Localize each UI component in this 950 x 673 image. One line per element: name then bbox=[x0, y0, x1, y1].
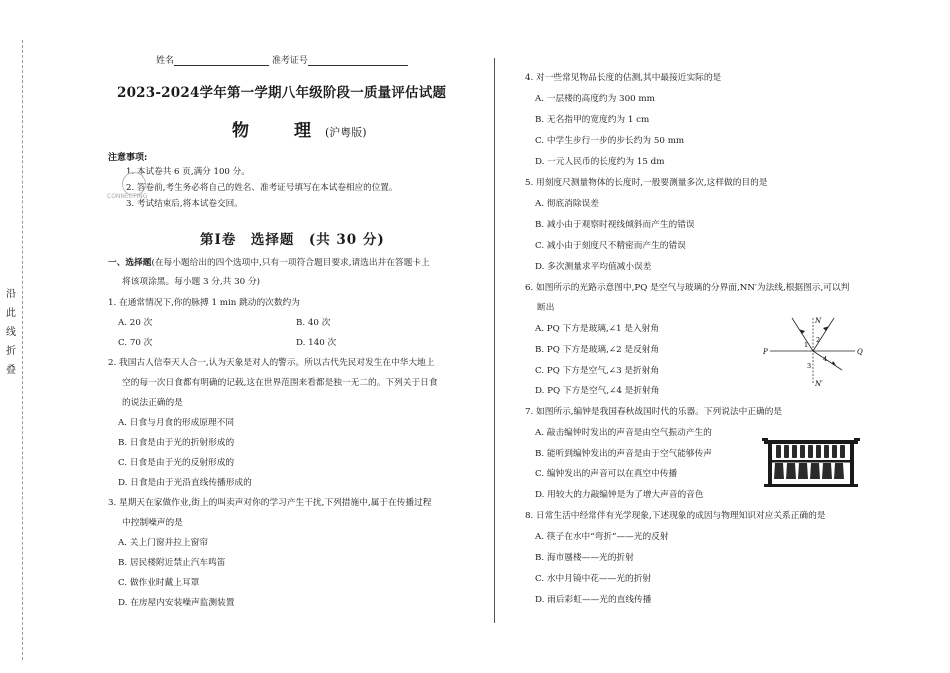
label-p: P bbox=[763, 348, 768, 356]
question-4-stem: 4. 对一些常见物品长度的估测,其中最接近实际的是 bbox=[525, 73, 722, 83]
q5-option-a[interactable]: A. 彻底消除误差 bbox=[535, 199, 599, 209]
q6-option-c[interactable]: C. PQ 下方是空气,∠3 是折射角 bbox=[535, 366, 660, 376]
q1-option-a[interactable]: A. 20 次 bbox=[118, 318, 153, 328]
q5-option-b[interactable]: B. 减小由于观察时视线倾斜而产生的错误 bbox=[535, 220, 695, 230]
q4-option-c[interactable]: C. 中学生步行一步的步长约为 50 mm bbox=[535, 136, 685, 146]
fold-instruction: 沿 此 线 折 叠 bbox=[6, 289, 16, 376]
q4-option-d[interactable]: D. 一元人民币的长度约为 15 dm bbox=[535, 157, 665, 167]
q7-option-a[interactable]: A. 敲击编钟时发出的声音是由空气振动产生的 bbox=[535, 428, 712, 438]
q8-option-b[interactable]: B. 海市蜃楼——光的折射 bbox=[535, 553, 634, 563]
exam-title: 2023-2024学年第一学期八年级阶段一质量评估试题 bbox=[117, 85, 447, 101]
name-field: 姓名 准考证号 bbox=[156, 53, 408, 66]
q3-option-d[interactable]: D. 在房屋内安装噪声监测装置 bbox=[118, 598, 235, 608]
label-n-prime: N′ bbox=[815, 380, 823, 388]
q2-option-b[interactable]: B. 日食是由于光的折射形成的 bbox=[118, 438, 235, 448]
question-7-stem: 7. 如图所示,编钟是我国春秋战国时代的乐器。下列说法中正确的是 bbox=[525, 407, 783, 417]
note-item: 3. 考试结束后,将本试卷交回。 bbox=[126, 199, 243, 209]
question-8-stem: 8. 日常生活中经常伴有光学现象,下述现象的成因与物理知识对应关系正确的是 bbox=[525, 511, 826, 521]
watermark-text: CONNECTING bbox=[107, 193, 148, 200]
q8-option-c[interactable]: C. 水中月镜中花——光的折射 bbox=[535, 574, 652, 584]
q7-option-b[interactable]: B. 能听到编钟发出的声音是由于空气能够传声 bbox=[535, 449, 712, 459]
angle-label-3: 3 bbox=[807, 362, 812, 370]
incident-ray bbox=[792, 318, 813, 351]
subject-heading: 物 理(沪粤版) bbox=[232, 121, 367, 141]
q6-option-a[interactable]: A. PQ 下方是玻璃,∠1 是入射角 bbox=[535, 324, 660, 334]
notes-title: 注意事项: bbox=[108, 153, 148, 163]
q6-option-b[interactable]: B. PQ 下方是玻璃,∠2 是反射角 bbox=[535, 345, 660, 355]
q5-option-c[interactable]: C. 减小由于刻度尺不精密而产生的错误 bbox=[535, 241, 686, 251]
q1-option-d[interactable]: D. 140 次 bbox=[296, 338, 337, 348]
light-path-diagram bbox=[760, 312, 865, 390]
question-6-stem: 6. 如图所示的光路示意图中,PQ 是空气与玻璃的分界面,NN′为法线,根据图示,可以判 bbox=[525, 283, 850, 293]
question-2-stem: 2. 我国古人信奉天人合一,认为天象是对人的警示。所以古代先民对发生在中华大地上 bbox=[108, 358, 435, 368]
name-underline[interactable] bbox=[174, 56, 269, 66]
q6-option-d[interactable]: D. PQ 下方是空气,∠4 是折射角 bbox=[535, 386, 660, 396]
question-1-stem: 1. 在通常情况下,你的脉搏 1 min 跳动的次数约为 bbox=[108, 298, 300, 308]
section-instruction: 一、选择题(在每小题给出的四个选项中,只有一项符合题目要求,请选出并在答题卡上 bbox=[108, 258, 430, 268]
q2-option-a[interactable]: A. 日食与月食的形成原理不同 bbox=[118, 418, 235, 428]
label-q: Q bbox=[857, 348, 863, 356]
question-6-stem-cont: 断出 bbox=[537, 303, 555, 313]
label-n: N bbox=[815, 317, 822, 325]
question-3-stem-cont: 中控制噪声的是 bbox=[122, 518, 183, 528]
bianzhong-bells-icon bbox=[762, 438, 860, 488]
section-title: 第Ⅰ卷 选择题 (共 30 分) bbox=[200, 232, 385, 248]
q1-option-b[interactable]: B. 40 次 bbox=[296, 318, 331, 328]
question-2-stem-cont: 空的每一次日食都有明确的记载,这在世界范围来看都是独一无二的。下列关于日食 bbox=[122, 378, 438, 388]
q3-option-b[interactable]: B. 居民楼附近禁止汽车鸣笛 bbox=[118, 558, 226, 568]
angle-label-4: 4 bbox=[823, 355, 828, 363]
q7-option-c[interactable]: C. 编钟发出的声音可以在真空中传播 bbox=[535, 469, 678, 479]
column-divider bbox=[494, 58, 495, 623]
section-instruction-cont: 将该项涂黑。每小题 3 分,共 30 分) bbox=[122, 277, 261, 287]
exam-id-underline[interactable] bbox=[308, 56, 408, 66]
fold-line bbox=[22, 40, 23, 660]
q1-option-c[interactable]: C. 70 次 bbox=[118, 338, 153, 348]
question-3-stem: 3. 星期天在家做作业,街上的叫卖声对你的学习产生干扰,下列措施中,属于在传播过程 bbox=[108, 498, 432, 508]
q2-option-c[interactable]: C. 日食是由于光的反射形成的 bbox=[118, 458, 235, 468]
q8-option-d[interactable]: D. 雨后彩虹——光的直线传播 bbox=[535, 595, 652, 605]
q5-option-d[interactable]: D. 多次测量求平均值减小误差 bbox=[535, 262, 652, 272]
q4-option-a[interactable]: A. 一层楼的高度约为 300 mm bbox=[535, 94, 655, 104]
angle-label-1: 1 bbox=[804, 341, 809, 349]
refracted-ray bbox=[813, 351, 842, 370]
q8-option-a[interactable]: A. 筷子在水中“弯折”——光的反射 bbox=[535, 532, 669, 542]
q7-option-d[interactable]: D. 用较大的力敲编钟是为了增大声音的音色 bbox=[535, 490, 704, 500]
q4-option-b[interactable]: B. 无名指甲的宽度约为 1 cm bbox=[535, 115, 650, 125]
angle-label-2: 2 bbox=[816, 336, 821, 344]
q3-option-c[interactable]: C. 做作业时戴上耳罩 bbox=[118, 578, 200, 588]
note-item: 2. 答卷前,考生务必将自己的姓名、准考证号填写在本试卷相应的位置。 bbox=[126, 183, 398, 193]
q2-option-d[interactable]: D. 日食是由于光沿直线传播形成的 bbox=[118, 478, 252, 488]
note-item: 1. 本试卷共 6 页,满分 100 分。 bbox=[126, 167, 250, 177]
question-5-stem: 5. 用刻度尺测量物体的长度时,一般要测量多次,这样做的目的是 bbox=[525, 178, 768, 188]
question-2-stem-cont: 的说法正确的是 bbox=[122, 398, 183, 408]
q3-option-a[interactable]: A. 关上门窗并拉上窗帘 bbox=[118, 538, 208, 548]
